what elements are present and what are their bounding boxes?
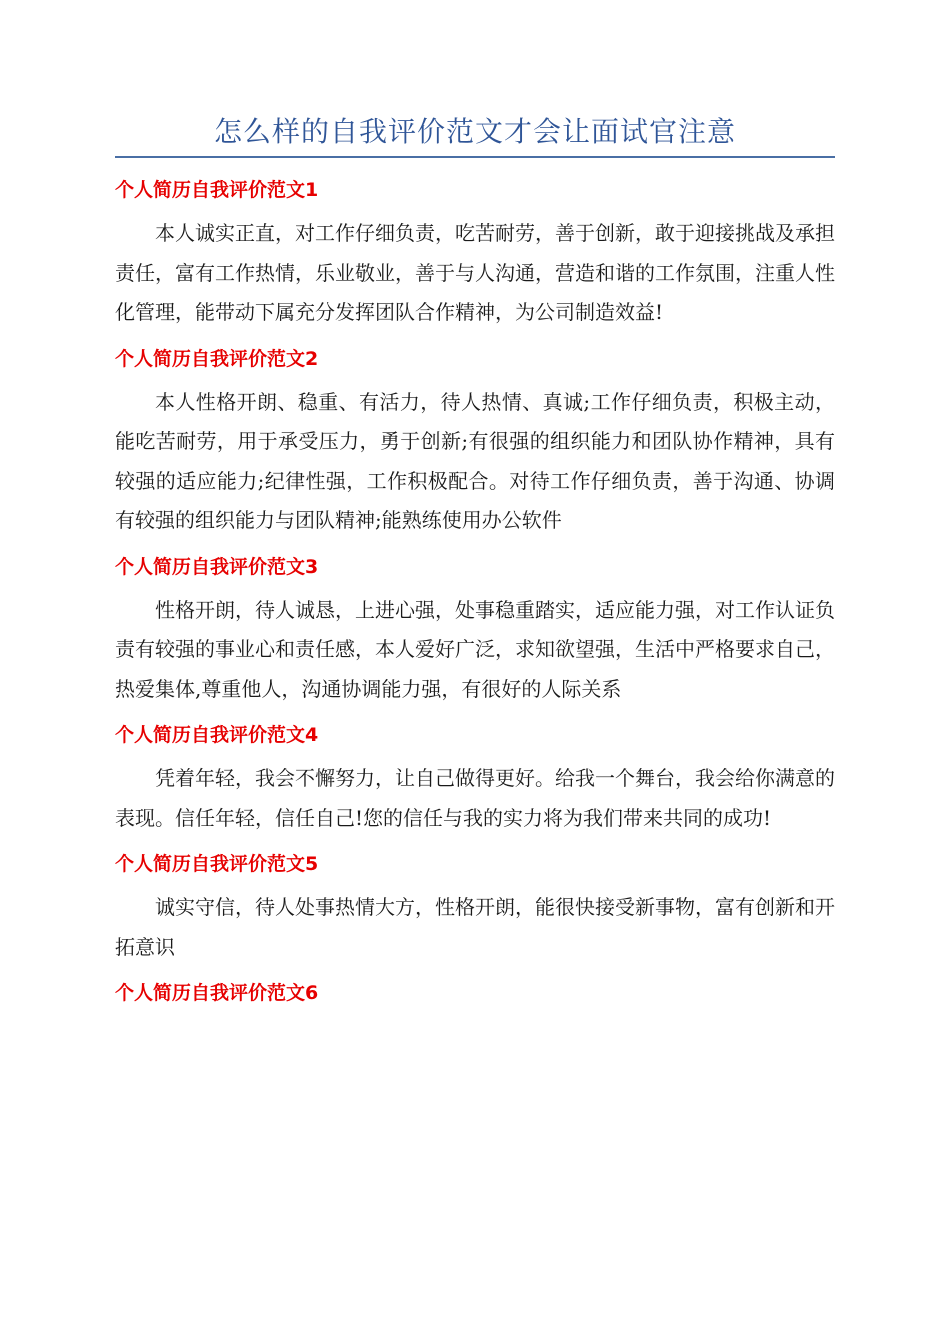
section-body: 凭着年轻，我会不懈努力，让自己做得更好。给我一个舞台，我会给你满意的表现。信任年轻，信任自己!您的信任与我的实力将为我们带来共同的成功!	[115, 766, 835, 830]
document-content	[115, 176, 835, 1017]
section-2	[115, 345, 835, 541]
section-heading: 个人简历自我评价范文4	[115, 724, 319, 746]
section-6	[115, 979, 835, 1007]
document-title: 怎么样的自我评价范文才会让面试官注意	[213, 115, 736, 148]
section-heading: 个人简历自我评价范文2	[115, 347, 319, 370]
title-block	[115, 112, 835, 158]
section-3	[115, 553, 835, 710]
section-heading: 个人简历自我评价范文3	[115, 555, 319, 578]
section-body: 本人性格开朗、稳重、有活力，待人热情、真诚;工作仔细负责，积极主动，能吃苦耐劳，用于承受压力，勇于创新;有很强的组织能力和团队协作精神，具有较强的适应能力;纪律性强，工作积极配合。对待工作仔细负责，善于沟通、协调有较强的组织能力与团队精神;能熟练使用办公软件	[115, 389, 835, 532]
section-heading: 个人简历自我评价范文1	[115, 179, 319, 201]
section-body: 性格开朗，待人诚恳，上进心强，处事稳重踏实，适应能力强，对工作认证负责有较强的事业心和责任感，本人爱好广泛，求知欲望强，生活中严格要求自己，热爱集体,尊重他人，沟通协调能力强，有很好的人际关系	[115, 597, 835, 701]
section-heading: 个人简历自我评价范文6	[115, 982, 319, 1004]
section-5	[115, 850, 835, 967]
section-4	[115, 721, 835, 838]
section-1	[115, 176, 835, 333]
section-heading: 个人简历自我评价范文5	[115, 853, 319, 875]
section-body: 本人诚实正直，对工作仔细负责，吃苦耐劳，善于创新，敢于迎接挑战及承担责任，富有工作热情，乐业敬业，善于与人沟通，营造和谐的工作氛围，注重人性化管理，能带动下属充分发挥团队合作精神，为公司制造效益!	[115, 221, 835, 324]
section-body: 诚实守信，待人处事热情大方，性格开朗，能很快接受新事物，富有创新和开拓意识	[115, 895, 835, 959]
